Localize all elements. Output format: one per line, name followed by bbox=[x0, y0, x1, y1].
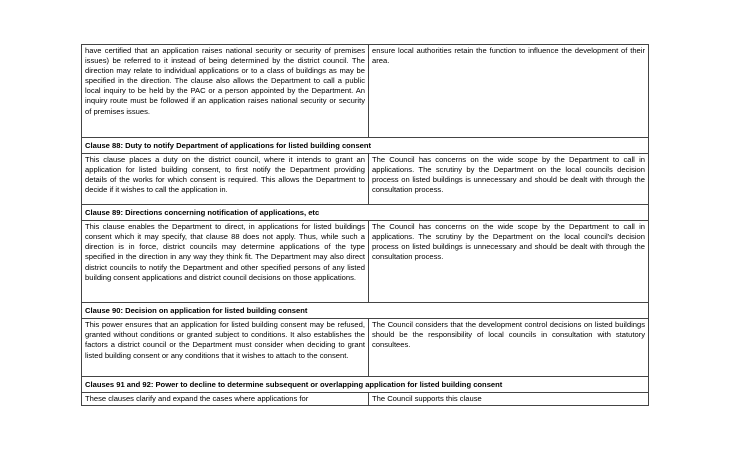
table-row bbox=[82, 154, 649, 205]
clause-heading: Clauses 91 and 92: Power to decline to determine subsequent or overlapping application for listed building consent bbox=[82, 377, 649, 393]
table-row bbox=[82, 393, 649, 406]
table-row bbox=[82, 221, 649, 303]
clause-heading: Clause 88: Duty to notify Department of applications for listed building consent bbox=[82, 138, 649, 154]
council-response-cell: ensure local authorities retain the function to influence the development of their area. bbox=[369, 45, 649, 138]
clause-description-cell: have certified that an application raises national security or security of premises issues) be referred to it instead of being determined by the district council. The direction may relate to individual applications or to a class of buildings as may be specified in the direction. The clause also allows the Department to call a public local inquiry to be held by the PAC or a person appointed by the Department. An inquiry route must be followed if an application raises national security or security of premises issues. bbox=[82, 45, 369, 138]
clause-heading-row bbox=[82, 205, 649, 221]
clause-heading: Clause 90: Decision on application for listed building consent bbox=[82, 303, 649, 319]
clauses-table bbox=[81, 44, 649, 406]
clause-description-cell: This clause enables the Department to direct, in applications for listed buildings consent which it may specify, that clause 88 does not apply. Thus, while such a direction is in force, district councils may determine applications of the type specified in the direction in any way they think fit. The Department may also direct district councils to notify the Department and other specified persons of any listed building consent applications and district council decisions on those applications. bbox=[82, 221, 369, 303]
clause-description-cell: This power ensures that an application for listed building consent may be refused, granted without conditions or granted subject to conditions. It also establishes the factors a district council or the Department must consider when deciding to grant listed building consent or any conditions that it wishes to attach to the consent. bbox=[82, 319, 369, 377]
table-row bbox=[82, 45, 649, 138]
clause-description-cell: These clauses clarify and expand the cases where applications for bbox=[82, 393, 369, 406]
council-response-cell: The Council considers that the development control decisions on listed buildings should be the responsibility of local councils in consultation with statutory consultees. bbox=[369, 319, 649, 377]
council-response-cell: The Council has concerns on the wide scope by the Department to call in applications. The scrutiny by the Department on the local councils decision process on listed buildings is unnecessary and should be dealt with through the consultation process. bbox=[369, 154, 649, 205]
clause-heading-row bbox=[82, 377, 649, 393]
clause-heading: Clause 89: Directions concerning notification of applications, etc bbox=[82, 205, 649, 221]
table-row bbox=[82, 319, 649, 377]
council-response-cell: The Council supports this clause bbox=[369, 393, 649, 406]
clause-heading-row bbox=[82, 303, 649, 319]
clause-description-cell: This clause places a duty on the district council, where it intends to grant an application for listed building consent, to first notify the Department providing details of the works for which consent is required. This allows the Department to decide if it wishes to call the application in. bbox=[82, 154, 369, 205]
clause-heading-row bbox=[82, 138, 649, 154]
council-response-cell: The Council has concerns on the wide scope by the Department to call in applications. The scrutiny by the Department on the local council's decision process on listed buildings is unnecessary and should be dealt with through the consultation process. bbox=[369, 221, 649, 303]
